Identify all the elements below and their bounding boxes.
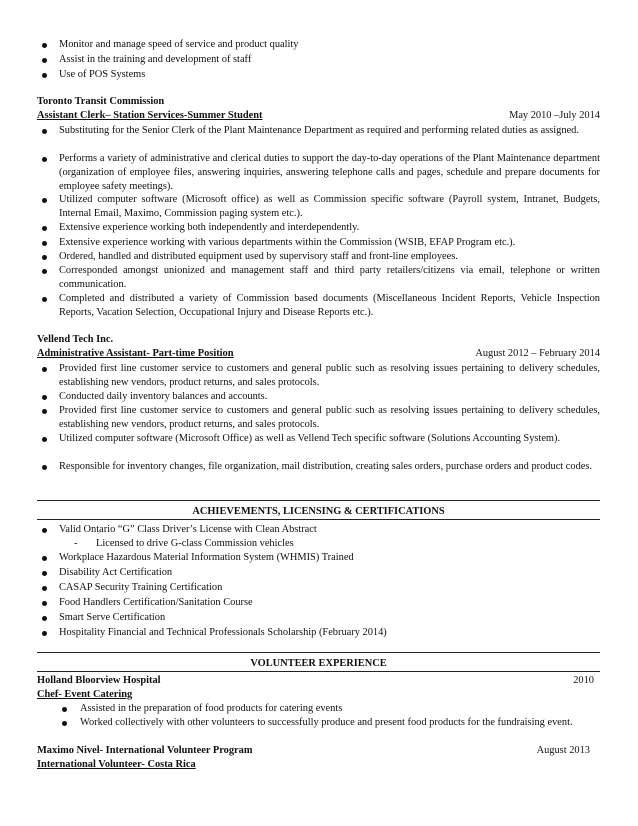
bullet-icon (42, 269, 47, 274)
list-item: Assist in the training and development of staff (59, 53, 600, 67)
bullet-icon (42, 409, 47, 414)
bullet-icon (42, 528, 47, 533)
bullet-icon (42, 586, 47, 591)
section-divider (37, 671, 600, 672)
organization-name: Maximo Nivel- International Volunteer Program (37, 745, 253, 756)
bullet-icon (42, 395, 47, 400)
list-item: Completed and distributed a variety of Commission based documents (Miscellaneous Incident Reports, Vehicle Inspection Reports, Vacation Selection, Occupational Injury and Disease Reports etc.). (59, 292, 600, 320)
list-item: Extensive experience working both independently and interdependently. (59, 221, 600, 235)
job-dates: May 2010 –July 2014 (509, 110, 600, 121)
section-heading: ACHIEVEMENTS, LICENSING & CERTIFICATIONS (192, 506, 445, 517)
bullet-icon (42, 556, 47, 561)
section-divider (37, 500, 600, 501)
bullet-icon (42, 157, 47, 162)
bullet-icon (42, 601, 47, 606)
bullet-icon (42, 241, 47, 246)
bullet-icon (62, 721, 67, 726)
bullet-icon (42, 437, 47, 442)
section-divider (37, 519, 600, 520)
list-item: Conducted daily inventory balances and accounts. (59, 390, 600, 404)
bullet-icon (42, 73, 47, 78)
list-item: Monitor and manage speed of service and product quality (59, 38, 600, 52)
bullet-icon (42, 226, 47, 231)
job-title: Assistant Clerk– Station Services-Summer Student (37, 110, 263, 121)
volunteer-year: 2010 (573, 675, 594, 686)
list-item: Corresponded amongst unionized and management staff and third party retailers/citizens via email, telephone or written communication. (59, 264, 600, 292)
bullet-icon (42, 297, 47, 302)
organization-name: Holland Bloorview Hospital (37, 675, 161, 686)
list-item: Responsible for inventory changes, file organization, mail distribution, creating sales orders, purchase orders and product codes. (59, 460, 600, 474)
list-item: CASAP Security Training Certification (59, 581, 600, 595)
bullet-icon (42, 43, 47, 48)
volunteer-title: International Volunteer- Costa Rica (37, 759, 196, 770)
bullet-icon (42, 631, 47, 636)
job-title: Administrative Assistant- Part-time Position (37, 348, 234, 359)
list-item: Performs a variety of administrative and clerical duties to support the day-to-day operations of the Plant Maintenance department (organization of employee files, answering inquiries, answering telephone calls and pages, schedule and prepare documents for employee safety meetings). (59, 152, 600, 194)
company-name: Vellend Tech Inc. (37, 334, 114, 345)
list-item: Utilized computer software (Microsoft Office) as well as Vellend Tech specific software (Solutions Accounting System). (59, 432, 600, 446)
sub-list-item: - Licensed to drive G-class Commission vehicles (74, 538, 294, 549)
list-item: Provided first line customer service to customers and general public such as resolving issues pertaining to delivery schedules, establishing new vendors, product returns, and sales protocols. (59, 362, 600, 390)
volunteer-date: August 2013 (536, 745, 590, 756)
list-item: Assisted in the preparation of food products for catering events (80, 702, 592, 716)
company-name: Toronto Transit Commission (37, 96, 165, 107)
list-item: Workplace Hazardous Material Information System (WHMIS) Trained (59, 551, 600, 565)
list-item: Extensive experience working with various departments within the Commission (WSIB, EFAP Program etc.). (59, 236, 600, 250)
bullet-icon (42, 571, 47, 576)
bullet-icon (42, 58, 47, 63)
bullet-icon (42, 465, 47, 470)
list-item: Disability Act Certification (59, 566, 600, 580)
list-item: Hospitality Financial and Technical Professionals Scholarship (February 2014) (59, 626, 600, 640)
volunteer-title: Chef- Event Catering (37, 689, 133, 700)
list-item: Smart Serve Certification (59, 611, 600, 625)
bullet-icon (42, 198, 47, 203)
list-item: Ordered, handled and distributed equipment used by supervisory staff and front-line employees. (59, 250, 600, 264)
bullet-icon (42, 367, 47, 372)
bullet-icon (42, 129, 47, 134)
bullet-icon (42, 255, 47, 260)
bullet-icon (42, 616, 47, 621)
job-dates: August 2012 – February 2014 (475, 348, 600, 359)
bullet-icon (62, 707, 67, 712)
list-item: Valid Ontario “G” Class Driver’s License with Clean Abstract (59, 523, 600, 537)
section-heading: VOLUNTEER EXPERIENCE (250, 658, 387, 669)
list-item: Worked collectively with other volunteers to successfully produce and present food products for the fundraising event. (80, 716, 592, 730)
list-item: Utilized computer software (Microsoft office) as well as Commission specific software (Payroll system, Intranet, Budgets, Internal Email, Maximo, Commission paging system etc.). (59, 193, 600, 221)
list-item: Substituting for the Senior Clerk of the Plant Maintenance Department as required and performing related duties as assigned. (59, 124, 600, 138)
list-item: Use of POS Systems (59, 68, 600, 82)
list-item: Food Handlers Certification/Sanitation Course (59, 596, 600, 610)
section-divider (37, 652, 600, 653)
list-item: Provided first line customer service to customers and general public such as resolving issues pertaining to delivery schedules, establishing new vendors, product returns, and sales protocols. (59, 404, 600, 432)
